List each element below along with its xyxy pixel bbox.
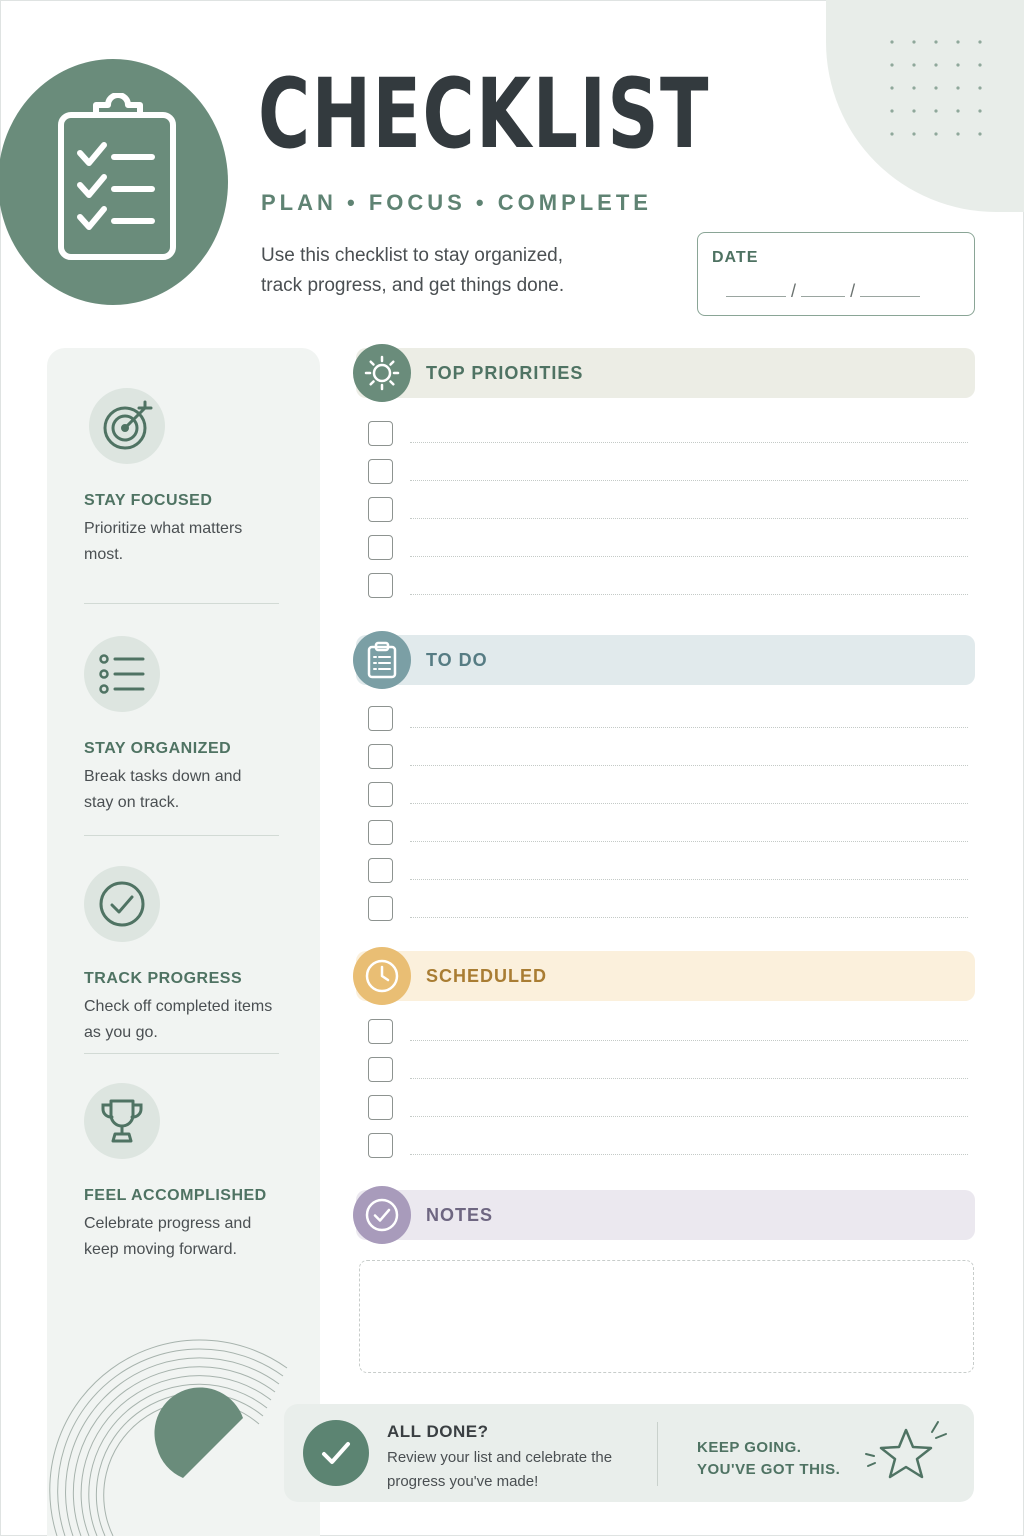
task-line[interactable] — [410, 765, 968, 766]
checkbox[interactable] — [368, 535, 393, 560]
section-to-do — [356, 635, 975, 685]
footer-motto — [697, 1437, 840, 1481]
task-row — [368, 1019, 968, 1045]
checkbox[interactable] — [368, 706, 393, 731]
sidebar-item-desc: Check off completed items as you go. — [84, 998, 273, 1041]
checkbox[interactable] — [368, 421, 393, 446]
motto-line-2: YOU'VE GOT THIS. — [697, 1461, 841, 1478]
notes-area[interactable] — [359, 1260, 974, 1373]
section-label: TOP PRIORITIES — [426, 363, 584, 383]
section-notes — [356, 1190, 975, 1240]
section-top-priorities — [356, 348, 975, 398]
task-line[interactable] — [410, 518, 968, 519]
sidebar-item-title: STAY FOCUSED — [84, 492, 213, 509]
checkbox[interactable] — [368, 896, 393, 921]
star-icon — [862, 1418, 948, 1488]
sidebar-divider — [84, 1053, 279, 1054]
rainbow-arcs-decoration — [47, 1278, 320, 1536]
intro-line-2: track progress, and get things done. — [261, 275, 565, 296]
task-row — [368, 1095, 968, 1121]
date-separator: / — [791, 281, 797, 301]
task-line[interactable] — [410, 841, 968, 842]
checkbox[interactable] — [368, 820, 393, 845]
footer-divider — [657, 1422, 658, 1486]
task-line[interactable] — [410, 1040, 968, 1041]
date-field[interactable] — [697, 232, 975, 316]
clipboard-checklist-icon — [56, 93, 180, 263]
sidebar-item-desc: Break tasks down and stay on track. — [84, 768, 242, 811]
target-icon — [89, 388, 165, 464]
sidebar-item-progress — [84, 866, 284, 1046]
section-label: NOTES — [426, 1205, 494, 1225]
clipboard-badge — [0, 59, 228, 305]
date-blanks[interactable] — [726, 281, 920, 302]
check-circle-icon — [84, 866, 160, 942]
sidebar — [47, 348, 320, 1536]
sun-icon — [353, 344, 411, 402]
task-row — [368, 459, 968, 485]
checkbox[interactable] — [368, 573, 393, 598]
checkbox[interactable] — [368, 1133, 393, 1158]
task-line[interactable] — [410, 727, 968, 728]
page-title: CHECKLIST — [258, 58, 710, 170]
clipboard-icon — [353, 631, 411, 689]
task-line[interactable] — [410, 917, 968, 918]
date-blank-year[interactable] — [860, 283, 920, 297]
task-line[interactable] — [410, 803, 968, 804]
checkbox[interactable] — [368, 744, 393, 769]
checkbox[interactable] — [368, 497, 393, 522]
sidebar-divider — [84, 603, 279, 604]
task-line[interactable] — [410, 594, 968, 595]
date-blank-day[interactable] — [801, 283, 845, 297]
task-row — [368, 421, 968, 447]
sidebar-item-desc: Prioritize what matters most. — [84, 520, 243, 563]
checkbox[interactable] — [368, 459, 393, 484]
checkbox[interactable] — [368, 1095, 393, 1120]
checkbox[interactable] — [368, 1019, 393, 1044]
footer-title: ALL DONE? — [387, 1422, 489, 1441]
task-row — [368, 744, 968, 770]
task-row — [368, 1133, 968, 1159]
footer-banner — [284, 1404, 974, 1502]
footer-description: Review your list and celebrate the progress you've made! — [387, 1449, 613, 1490]
check-circle-icon — [353, 1186, 411, 1244]
task-row — [368, 820, 968, 846]
dot-grid-decoration — [884, 36, 988, 140]
sidebar-item-organized — [84, 636, 284, 816]
task-line[interactable] — [410, 1078, 968, 1079]
sidebar-item-focused — [84, 388, 284, 568]
task-row — [368, 706, 968, 732]
task-row — [368, 497, 968, 523]
task-line[interactable] — [410, 480, 968, 481]
sidebar-item-title: STAY ORGANIZED — [84, 740, 232, 757]
task-row — [368, 535, 968, 561]
tagline: PLAN • FOCUS • COMPLETE — [261, 190, 652, 215]
task-line[interactable] — [410, 1154, 968, 1155]
sidebar-item-title: TRACK PROGRESS — [84, 970, 243, 987]
checkmark-icon — [303, 1420, 369, 1486]
task-row — [368, 896, 968, 922]
sidebar-item-title: FEEL ACCOMPLISHED — [84, 1187, 267, 1204]
task-line[interactable] — [410, 1116, 968, 1117]
section-scheduled — [356, 951, 975, 1001]
task-row — [368, 782, 968, 808]
list-icon — [84, 636, 160, 712]
trophy-icon — [84, 1083, 160, 1159]
task-row — [368, 573, 968, 599]
sidebar-item-accomplished — [84, 1083, 284, 1263]
checkbox[interactable] — [368, 782, 393, 807]
task-line[interactable] — [410, 442, 968, 443]
date-blank-month[interactable] — [726, 283, 786, 297]
section-label: SCHEDULED — [426, 966, 548, 986]
task-row — [368, 858, 968, 884]
task-row — [368, 1057, 968, 1083]
motto-line-1: KEEP GOING. — [697, 1439, 802, 1456]
date-label: DATE — [712, 249, 759, 266]
intro-line-1: Use this checklist to stay organized, — [261, 245, 564, 266]
checkbox[interactable] — [368, 1057, 393, 1082]
date-separator: / — [850, 281, 856, 301]
checkbox[interactable] — [368, 858, 393, 883]
section-label: TO DO — [426, 650, 488, 670]
task-line[interactable] — [410, 879, 968, 880]
task-line[interactable] — [410, 556, 968, 557]
intro-text — [261, 241, 661, 301]
sidebar-item-desc: Celebrate progress and keep moving forward. — [84, 1215, 252, 1258]
sidebar-divider — [84, 835, 279, 836]
clock-icon — [353, 947, 411, 1005]
